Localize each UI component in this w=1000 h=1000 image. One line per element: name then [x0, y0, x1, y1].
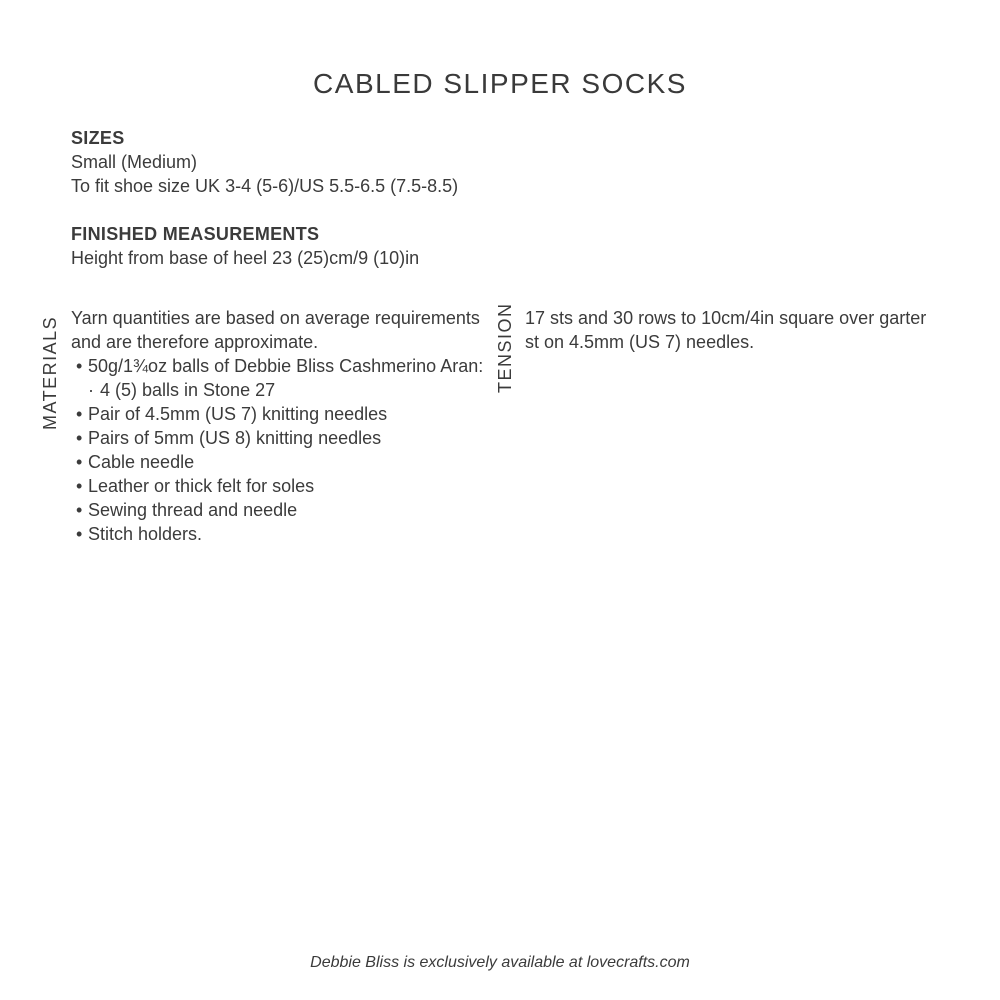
tension-label: TENSION: [495, 302, 515, 393]
materials-item: • Stitch holders.: [71, 522, 486, 546]
materials-label: MATERIALS: [40, 315, 60, 430]
materials-section: [71, 306, 486, 546]
materials-item: • Pairs of 5mm (US 8) knitting needles: [71, 426, 486, 450]
materials-item: • Leather or thick felt for soles: [71, 474, 486, 498]
page-title: CABLED SLIPPER SOCKS: [313, 68, 687, 99]
sizes-line-1: Small (Medium): [71, 152, 198, 172]
materials-item: • Cable needle: [71, 450, 486, 474]
measurements-line-1: Height from base of heel 23 (25)cm/9 (10)in: [71, 248, 420, 268]
materials-item: • 50g/1¾oz balls of Debbie Bliss Cashmerino Aran:: [71, 354, 486, 378]
tension-text: 17 sts and 30 rows to 10cm/4in square over garter st on 4.5mm (US 7) needles.: [525, 308, 927, 352]
materials-intro: Yarn quantities are based on average requirements and are therefore approximate.: [71, 308, 480, 352]
materials-subitem: · 4 (5) balls in Stone 27: [71, 378, 486, 402]
sizes-line-2: To fit shoe size UK 3-4 (5-6)/US 5.5-6.5 (7.5-8.5): [71, 176, 459, 196]
materials-list: [71, 354, 486, 546]
materials-item: • Sewing thread and needle: [71, 498, 486, 522]
footer-note: Debbie Bliss is exclusively available at lovecrafts.com: [310, 954, 690, 971]
sizes-section: [71, 126, 458, 198]
materials-item: • Pair of 4.5mm (US 7) knitting needles: [71, 402, 486, 426]
measurements-heading: FINISHED MEASUREMENTS: [71, 224, 320, 244]
measurements-section: [71, 222, 419, 270]
sizes-heading: SIZES: [71, 128, 125, 148]
